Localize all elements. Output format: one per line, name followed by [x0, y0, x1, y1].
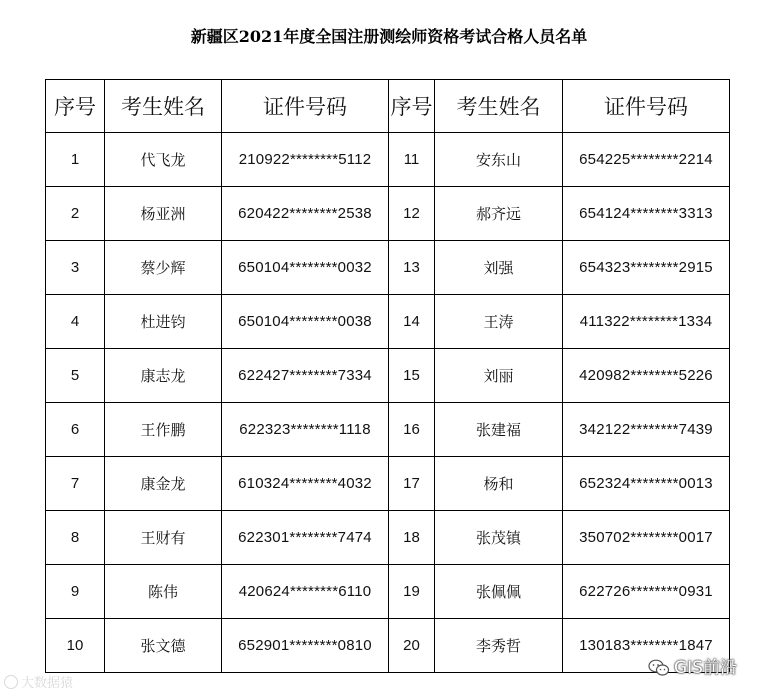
table-row: [46, 133, 730, 187]
table-row: [46, 565, 730, 619]
header-name: 考生姓名: [105, 80, 222, 133]
seq-cell: 16: [389, 403, 435, 457]
seq-cell: 1: [46, 133, 105, 187]
qualified-candidates-table: [45, 79, 730, 673]
name-cell: 郝齐远: [435, 187, 563, 241]
id-cell: 622726********0931: [563, 565, 730, 619]
name-cell: 王财有: [105, 511, 222, 565]
id-cell: 654124********3313: [563, 187, 730, 241]
header-id: 证件号码: [222, 80, 389, 133]
seq-cell: 18: [389, 511, 435, 565]
id-cell: 650104********0032: [222, 241, 389, 295]
header-seq: 序号: [46, 80, 105, 133]
name-cell: 李秀哲: [435, 619, 563, 673]
table-body: [46, 133, 730, 673]
id-cell: 622427********7334: [222, 349, 389, 403]
watermark-right: [648, 653, 737, 678]
id-cell: 650104********0038: [222, 295, 389, 349]
watermark-left: [4, 672, 73, 691]
seq-cell: 7: [46, 457, 105, 511]
name-cell: 康志龙: [105, 349, 222, 403]
seq-cell: 5: [46, 349, 105, 403]
name-cell: 张茂镇: [435, 511, 563, 565]
header-seq: 序号: [389, 80, 435, 133]
id-cell: 411322********1334: [563, 295, 730, 349]
table-row: [46, 241, 730, 295]
seq-cell: 3: [46, 241, 105, 295]
table-row: [46, 295, 730, 349]
id-cell: 420982********5226: [563, 349, 730, 403]
name-cell: 陈伟: [105, 565, 222, 619]
name-cell: 杜进钧: [105, 295, 222, 349]
seq-cell: 8: [46, 511, 105, 565]
table-row: [46, 457, 730, 511]
id-cell: 622323********1118: [222, 403, 389, 457]
name-cell: 王涛: [435, 295, 563, 349]
name-cell: 蔡少辉: [105, 241, 222, 295]
name-cell: 刘强: [435, 241, 563, 295]
seq-cell: 20: [389, 619, 435, 673]
name-cell: 杨和: [435, 457, 563, 511]
seq-cell: 11: [389, 133, 435, 187]
seq-cell: 13: [389, 241, 435, 295]
watermark-logo-icon: [4, 675, 18, 689]
header-name: 考生姓名: [435, 80, 563, 133]
header-id: 证件号码: [563, 80, 730, 133]
seq-cell: 19: [389, 565, 435, 619]
seq-cell: 12: [389, 187, 435, 241]
table-header-row: [46, 80, 730, 133]
name-cell: 杨亚洲: [105, 187, 222, 241]
id-cell: 130183********1847: [563, 619, 730, 673]
id-cell: 620422********2538: [222, 187, 389, 241]
table-row: [46, 511, 730, 565]
name-cell: 张文德: [105, 619, 222, 673]
watermark-left-text: 大数据猿: [21, 676, 74, 691]
id-cell: 622301********7474: [222, 511, 389, 565]
table-row: [46, 619, 730, 673]
table-row: [46, 349, 730, 403]
id-cell: 610324********4032: [222, 457, 389, 511]
name-cell: 王作鹏: [105, 403, 222, 457]
seq-cell: 17: [389, 457, 435, 511]
seq-cell: 2: [46, 187, 105, 241]
name-cell: 张建福: [435, 403, 563, 457]
watermark-right-text: GIS前沿: [674, 658, 737, 678]
table-row: [46, 403, 730, 457]
seq-cell: 4: [46, 295, 105, 349]
seq-cell: 14: [389, 295, 435, 349]
id-cell: 652901********0810: [222, 619, 389, 673]
name-cell: 张佩佩: [435, 565, 563, 619]
id-cell: 350702********0017: [563, 511, 730, 565]
id-cell: 654323********2915: [563, 241, 730, 295]
name-cell: 刘丽: [435, 349, 563, 403]
id-cell: 342122********7439: [563, 403, 730, 457]
seq-cell: 6: [46, 403, 105, 457]
id-cell: 420624********6110: [222, 565, 389, 619]
seq-cell: 10: [46, 619, 105, 673]
wechat-icon: [648, 659, 670, 677]
seq-cell: 15: [389, 349, 435, 403]
id-cell: 654225********2214: [563, 133, 730, 187]
id-cell: 210922********5112: [222, 133, 389, 187]
name-cell: 康金龙: [105, 457, 222, 511]
document-title: 新疆区2021年度全国注册测绘师资格考试合格人员名单: [190, 27, 588, 46]
name-cell: 代飞龙: [105, 133, 222, 187]
seq-cell: 9: [46, 565, 105, 619]
table-row: [46, 187, 730, 241]
id-cell: 652324********0013: [563, 457, 730, 511]
name-cell: 安东山: [435, 133, 563, 187]
